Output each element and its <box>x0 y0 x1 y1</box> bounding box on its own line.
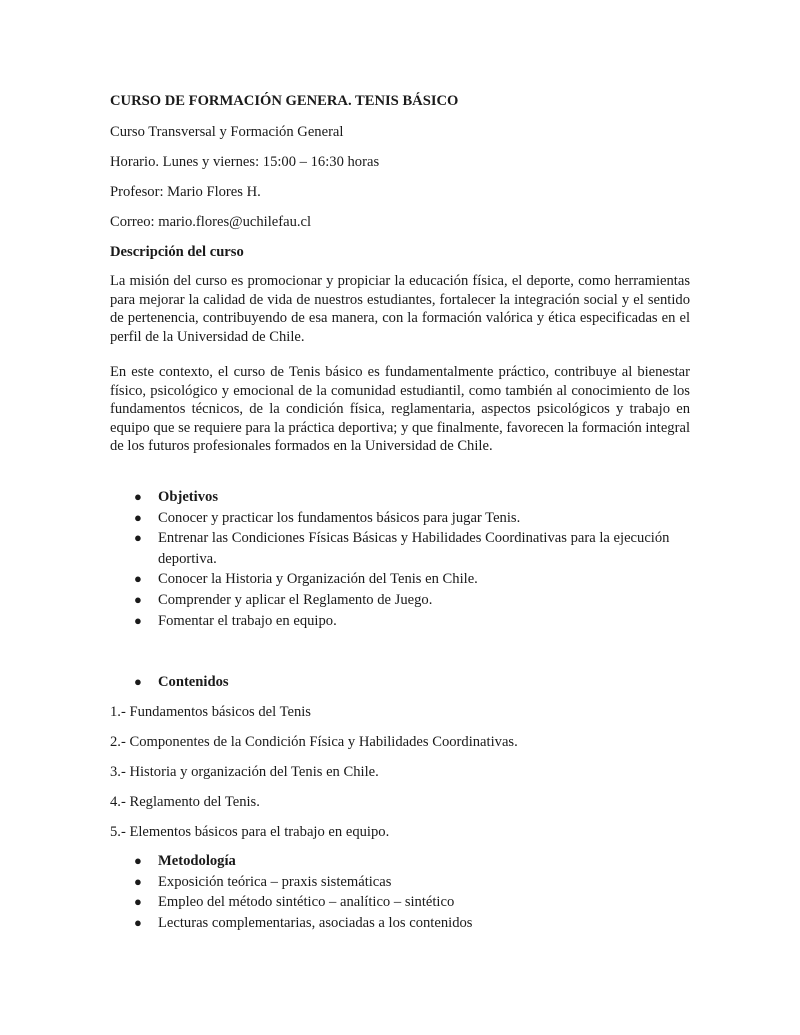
bullet-icon: ● <box>134 853 142 868</box>
methodology-text: Exposición teórica – praxis sistemáticas <box>158 873 392 890</box>
objective-text: Conocer y practicar los fundamentos básicos para jugar Tenis. <box>158 509 521 526</box>
methodology-list <box>134 851 690 933</box>
content-item: 1.- Fundamentos básicos del Tenis <box>110 704 311 720</box>
objectives-heading-item <box>134 487 690 508</box>
document-title: CURSO DE FORMACIÓN GENERA. TENIS BÁSICO <box>110 93 459 109</box>
bullet-icon: ● <box>134 571 142 587</box>
content-item: 2.- Componentes de la Condición Física y Habilidades Coordinativas. <box>110 734 518 750</box>
content-item: 4.- Reglamento del Tenis. <box>110 794 260 810</box>
bullet-icon: ● <box>134 873 142 889</box>
methodology-heading: Metodología <box>158 853 236 869</box>
bullet-icon: ● <box>134 591 142 607</box>
description-heading: Descripción del curso <box>110 244 244 260</box>
description-paragraph-2: En este contexto, el curso de Tenis básico es fundamentalmente práctico, contribuye al bienestar físico, psicológico y emocional de la comunidad estudiantil, como también al conocimiento de los fundamentos técnicos, de la condición física, reglamentaria, aspectos psicológicos y trabajo en equipo que se requiere para la práctica deportiva; y que finalmente, favorecen la formación integral de los futuros profesionales formados en la Universidad de Chile. <box>110 364 690 455</box>
email: Correo: mario.flores@uchilefau.cl <box>110 214 312 230</box>
objective-text: Comprender y aplicar el Reglamento de Juego. <box>158 591 433 608</box>
list-item <box>134 872 690 893</box>
contents-heading-item <box>134 672 690 693</box>
bullet-icon: ● <box>134 612 142 628</box>
objective-text: Fomentar el trabajo en equipo. <box>158 612 337 629</box>
content-item: 3.- Historia y organización del Tenis en Chile. <box>110 764 379 780</box>
methodology-text: Lecturas complementarias, asociadas a los contenidos <box>158 914 473 931</box>
contents-heading-list <box>134 672 690 693</box>
list-item <box>134 528 690 569</box>
contents-heading: Contenidos <box>158 674 229 690</box>
objective-text: Conocer la Historia y Organización del Tenis en Chile. <box>158 571 478 588</box>
bullet-icon: ● <box>134 509 142 525</box>
schedule: Horario. Lunes y viernes: 15:00 – 16:30 horas <box>110 154 380 170</box>
methodology-heading-item <box>134 851 690 872</box>
list-item <box>134 590 690 611</box>
content-item: 5.- Elementos básicos para el trabajo en equipo. <box>110 824 390 840</box>
list-item <box>134 508 690 529</box>
list-item <box>134 913 690 934</box>
teacher: Profesor: Mario Flores H. <box>110 184 261 200</box>
description-paragraph-1: La misión del curso es promocionar y propiciar la educación física, el deporte, como herramientas para mejorar la calidad de vida de nuestros estudiantes, fortalecer la integración social y el sentido de pertenencia, contribuyendo de esa manera, con la formación valórica y ética especificadas en el perfil de la Universidad de Chile. <box>110 273 690 345</box>
bullet-icon: ● <box>134 489 142 504</box>
objective-text: Entrenar las Condiciones Físicas Básicas y Habilidades Coordinativas para la ejecución deportiva. <box>158 530 670 567</box>
list-item <box>134 892 690 913</box>
methodology-text: Empleo del método sintético – analítico – sintético <box>158 894 455 911</box>
list-item <box>134 569 690 590</box>
bullet-icon: ● <box>134 674 142 689</box>
bullet-icon: ● <box>134 530 142 546</box>
bullet-icon: ● <box>134 894 142 910</box>
bullet-icon: ● <box>134 914 142 930</box>
course-type: Curso Transversal y Formación General <box>110 124 344 140</box>
objectives-list <box>134 487 690 631</box>
list-item <box>134 611 690 632</box>
objectives-heading: Objetivos <box>158 489 218 505</box>
